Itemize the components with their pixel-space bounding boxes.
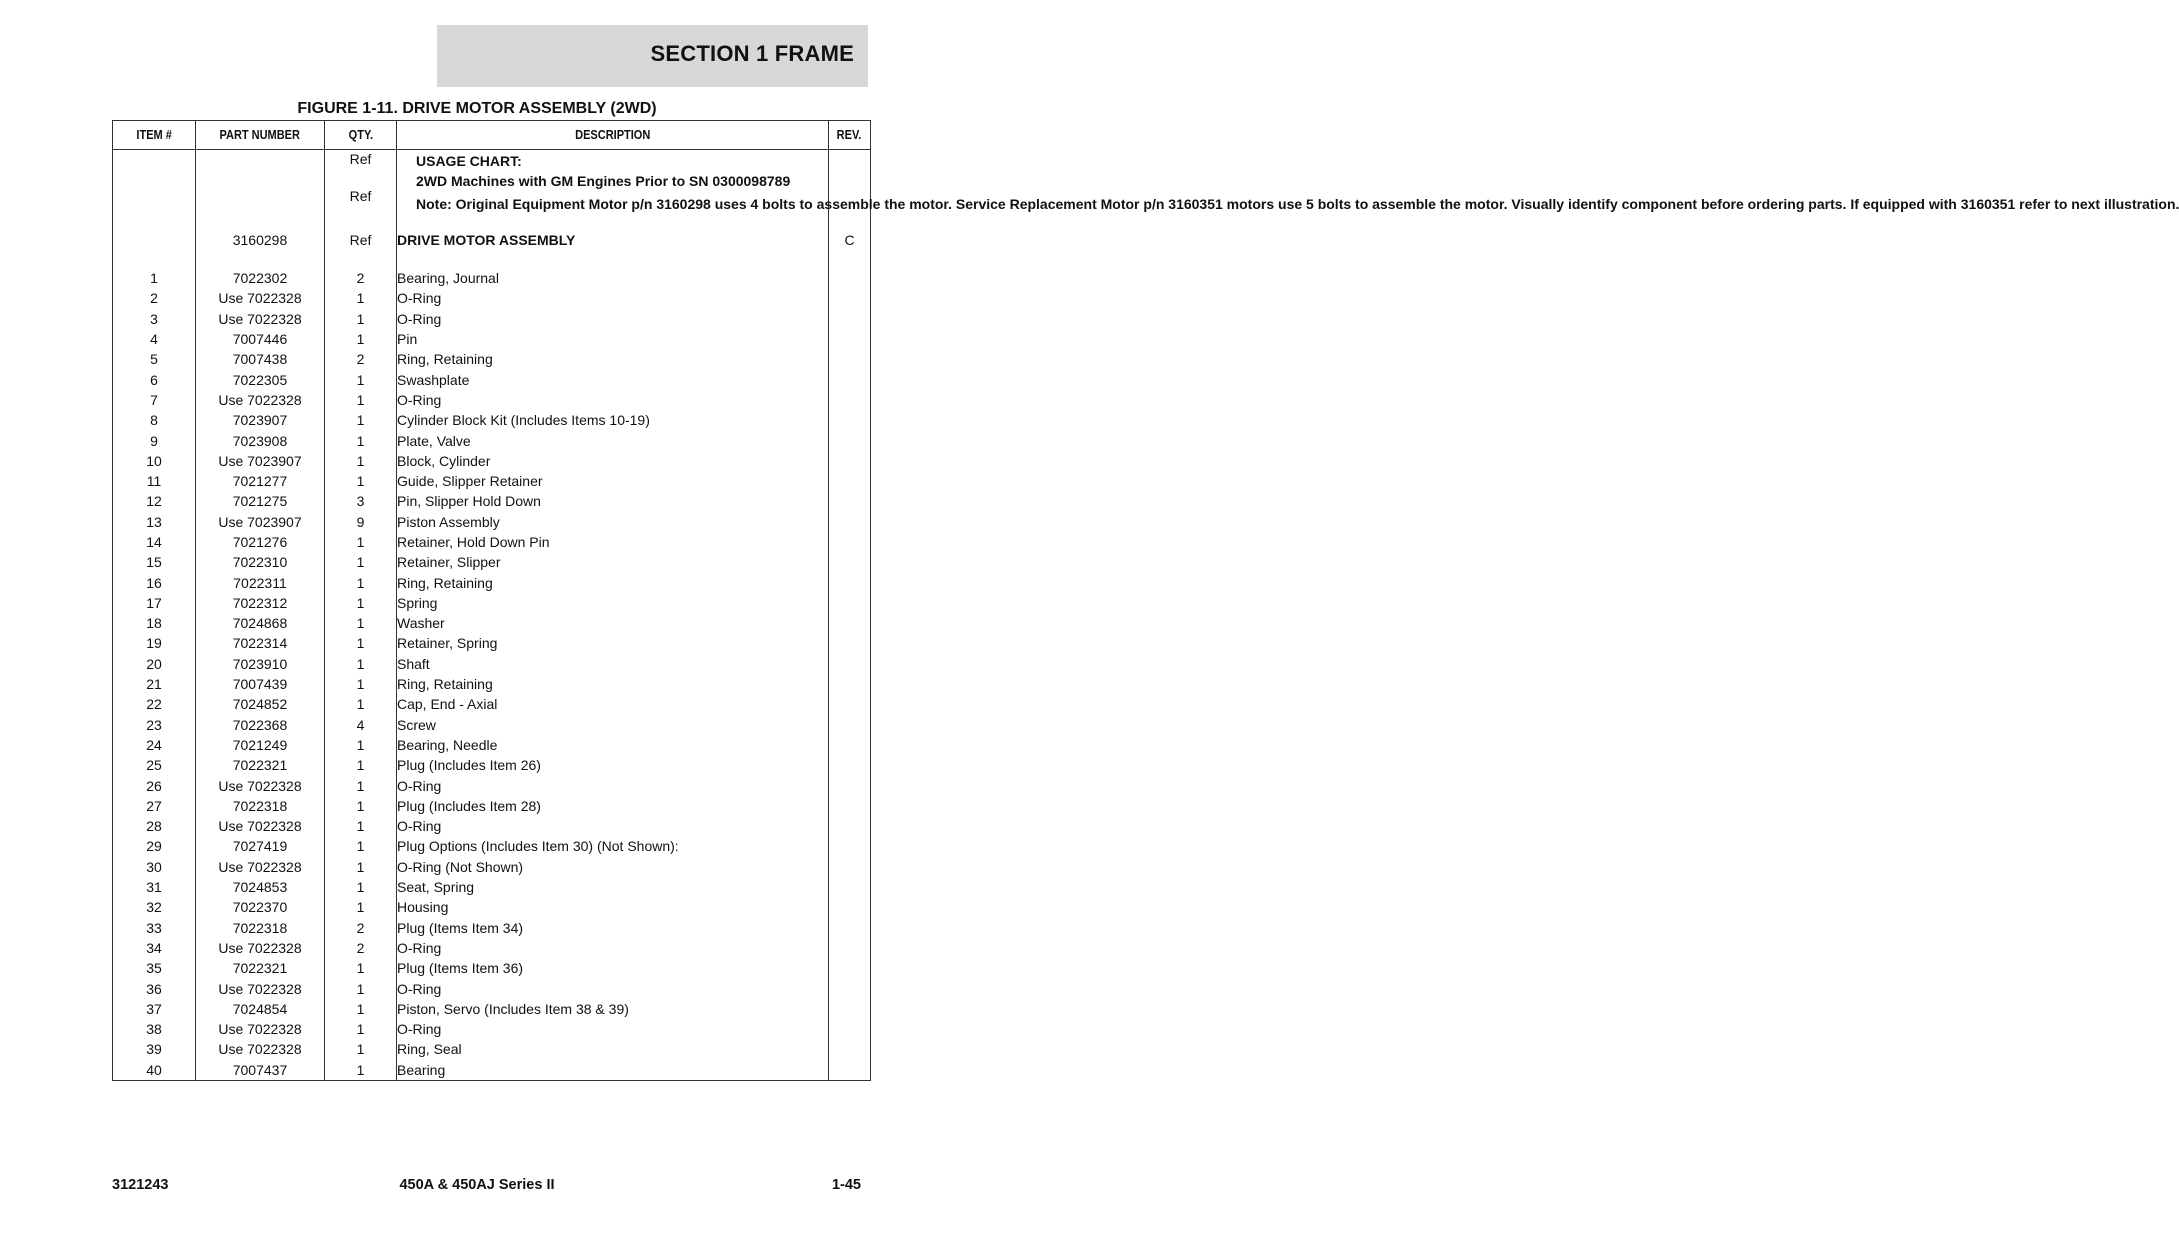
part-number: 7007438: [196, 349, 325, 369]
quantity: 1: [325, 674, 397, 694]
item-number: 30: [113, 857, 196, 877]
item-number: 31: [113, 877, 196, 897]
column-header-description: DESCRIPTION: [397, 121, 829, 150]
item-number: 35: [113, 958, 196, 978]
usage-chart-row: [113, 150, 871, 231]
table-row: [113, 694, 871, 714]
item-number: 7: [113, 390, 196, 410]
description: O-Ring: [397, 1019, 829, 1039]
description: O-Ring (Not Shown): [397, 857, 829, 877]
table-row: [113, 735, 871, 755]
quantity: 1: [325, 430, 397, 450]
item-number: 8: [113, 410, 196, 430]
assembly-row: [113, 230, 871, 268]
item-number: 16: [113, 572, 196, 592]
quantity: 1: [325, 471, 397, 491]
revision: [829, 369, 871, 389]
part-number: 7022321: [196, 755, 325, 775]
usage-chart-condition: 2WD Machines with GM Engines Prior to SN 0300098789: [416, 173, 791, 189]
description: Ring, Retaining: [397, 349, 829, 369]
part-number: Use 7022328: [196, 978, 325, 998]
item-number: 25: [113, 755, 196, 775]
part-number: 7023907: [196, 410, 325, 430]
description: Retainer, Hold Down Pin: [397, 532, 829, 552]
revision: [829, 735, 871, 755]
table-row: [113, 775, 871, 795]
revision: [829, 390, 871, 410]
revision: [829, 268, 871, 288]
quantity: 2: [325, 918, 397, 938]
quantity: 9: [325, 512, 397, 532]
item-number: 32: [113, 897, 196, 917]
revision: [829, 613, 871, 633]
quantity: 1: [325, 410, 397, 430]
item-number: 23: [113, 715, 196, 735]
item-number: 9: [113, 430, 196, 450]
part-number: 7023908: [196, 430, 325, 450]
revision: [829, 532, 871, 552]
item-number: 15: [113, 552, 196, 572]
usage-chart-label: USAGE CHART:: [416, 153, 522, 169]
quantity: 1: [325, 309, 397, 329]
part-number: 7024852: [196, 694, 325, 714]
part-number: 7022311: [196, 572, 325, 592]
assembly-part-number: 3160298: [196, 230, 325, 268]
part-number: Use 7022328: [196, 1039, 325, 1059]
table-row: [113, 390, 871, 410]
description: Block, Cylinder: [397, 451, 829, 471]
quantity: 1: [325, 329, 397, 349]
quantity: 1: [325, 755, 397, 775]
revision: [829, 978, 871, 998]
revision: [829, 857, 871, 877]
revision: [829, 1019, 871, 1039]
description: O-Ring: [397, 309, 829, 329]
item-number: 26: [113, 775, 196, 795]
part-number: Use 7022328: [196, 309, 325, 329]
table-header-row: [113, 121, 871, 150]
quantity: 1: [325, 1060, 397, 1081]
table-row: [113, 918, 871, 938]
table-row: [113, 877, 871, 897]
item-number: 11: [113, 471, 196, 491]
column-header-part-number: PART NUMBER: [196, 121, 325, 150]
description: Pin, Slipper Hold Down: [397, 491, 829, 511]
table-row: [113, 633, 871, 653]
quantity: 2: [325, 938, 397, 958]
item-number: 10: [113, 451, 196, 471]
description: Piston, Servo (Includes Item 38 & 39): [397, 999, 829, 1019]
part-number: 7022370: [196, 897, 325, 917]
quantity: 1: [325, 775, 397, 795]
revision: [829, 755, 871, 775]
table-row: [113, 836, 871, 856]
column-header-qty: QTY.: [325, 121, 397, 150]
item-number: 21: [113, 674, 196, 694]
description: Spring: [397, 593, 829, 613]
table-row: [113, 593, 871, 613]
description: Retainer, Slipper: [397, 552, 829, 572]
table-row: [113, 613, 871, 633]
item-number: 33: [113, 918, 196, 938]
revision: [829, 471, 871, 491]
section-title: SECTION 1 FRAME: [650, 41, 854, 66]
description: Bearing: [397, 1060, 829, 1081]
column-header-rev: REV.: [829, 121, 871, 150]
description: Plug (Items Item 36): [397, 958, 829, 978]
usage-note: Note: Original Equipment Motor p/n 3160298 uses 4 bolts to assemble the motor. Service Replacement Motor p/n 3160351 motors use 5 bolts to assemble the motor. Visually identify component before ordering parts. If equipped with 3160351 refer to next illustration.: [416, 196, 2179, 212]
part-number: 7024868: [196, 613, 325, 633]
description: Screw: [397, 715, 829, 735]
item-number: 39: [113, 1039, 196, 1059]
table-row: [113, 958, 871, 978]
quantity: 1: [325, 897, 397, 917]
parts-table: [112, 120, 2179, 1081]
part-number: 7022318: [196, 796, 325, 816]
revision: [829, 512, 871, 532]
table-row: [113, 451, 871, 471]
table-row: [113, 410, 871, 430]
description: Swashplate: [397, 369, 829, 389]
revision: [829, 1060, 871, 1081]
description: Ring, Retaining: [397, 572, 829, 592]
quantity: 1: [325, 978, 397, 998]
description: Retainer, Spring: [397, 633, 829, 653]
quantity: 1: [325, 999, 397, 1019]
table-row: [113, 654, 871, 674]
item-number: 13: [113, 512, 196, 532]
revision: [829, 836, 871, 856]
item-number: 3: [113, 309, 196, 329]
description: Plug (Items Item 34): [397, 918, 829, 938]
table-row: [113, 674, 871, 694]
part-number: Use 7023907: [196, 451, 325, 471]
revision: [829, 1039, 871, 1059]
table-row: [113, 1039, 871, 1059]
table-row: [113, 430, 871, 450]
column-header-item: ITEM #: [113, 121, 196, 150]
description: Plug (Includes Item 26): [397, 755, 829, 775]
item-number: 29: [113, 836, 196, 856]
revision: [829, 674, 871, 694]
quantity: 1: [325, 572, 397, 592]
description: Ring, Seal: [397, 1039, 829, 1059]
description: Pin: [397, 329, 829, 349]
item-number: 34: [113, 938, 196, 958]
part-number: Use 7022328: [196, 1019, 325, 1039]
part-number: 7021275: [196, 491, 325, 511]
item-number: 6: [113, 369, 196, 389]
quantity: 1: [325, 694, 397, 714]
part-number: 7007437: [196, 1060, 325, 1081]
quantity: 1: [325, 816, 397, 836]
item-number: 20: [113, 654, 196, 674]
note-qty: Ref: [349, 188, 372, 205]
table-row: [113, 1019, 871, 1039]
revision: [829, 877, 871, 897]
part-number: 7024854: [196, 999, 325, 1019]
quantity: 1: [325, 451, 397, 471]
item-number: 28: [113, 816, 196, 836]
part-number: 7023910: [196, 654, 325, 674]
quantity: 1: [325, 532, 397, 552]
revision: [829, 796, 871, 816]
table-row: [113, 857, 871, 877]
quantity: 1: [325, 796, 397, 816]
part-number: 7024853: [196, 877, 325, 897]
part-number: 7022305: [196, 369, 325, 389]
description: Ring, Retaining: [397, 674, 829, 694]
table-row: [113, 532, 871, 552]
footer-model: 450A & 450AJ Series II: [399, 1177, 555, 1193]
quantity: 1: [325, 390, 397, 410]
quantity: 1: [325, 593, 397, 613]
description: O-Ring: [397, 978, 829, 998]
revision: [829, 593, 871, 613]
revision: [829, 938, 871, 958]
revision: [829, 897, 871, 917]
part-number: Use 7023907: [196, 512, 325, 532]
item-number: 18: [113, 613, 196, 633]
table-row: [113, 309, 871, 329]
description: O-Ring: [397, 288, 829, 308]
quantity: 4: [325, 715, 397, 735]
description: Piston Assembly: [397, 512, 829, 532]
revision: [829, 349, 871, 369]
item-number: 2: [113, 288, 196, 308]
quantity: 1: [325, 369, 397, 389]
part-number: 7021276: [196, 532, 325, 552]
section-banner: [437, 25, 868, 87]
item-number: 5: [113, 349, 196, 369]
description: Plug (Includes Item 28): [397, 796, 829, 816]
revision: [829, 410, 871, 430]
revision: [829, 309, 871, 329]
part-number: 7022318: [196, 918, 325, 938]
figure-title: FIGURE 1-11. DRIVE MOTOR ASSEMBLY (2WD): [297, 100, 657, 117]
part-number: Use 7022328: [196, 938, 325, 958]
part-number: Use 7022328: [196, 288, 325, 308]
revision: [829, 288, 871, 308]
revision: [829, 430, 871, 450]
table-row: [113, 999, 871, 1019]
quantity: 1: [325, 613, 397, 633]
part-number: 7007446: [196, 329, 325, 349]
item-number: 17: [113, 593, 196, 613]
table-row: [113, 471, 871, 491]
description: Shaft: [397, 654, 829, 674]
item-number: 19: [113, 633, 196, 653]
part-number: Use 7022328: [196, 816, 325, 836]
revision: [829, 775, 871, 795]
table-row: [113, 572, 871, 592]
description: Cylinder Block Kit (Includes Items 10-19): [397, 410, 829, 430]
description: Bearing, Journal: [397, 268, 829, 288]
revision: [829, 633, 871, 653]
description: O-Ring: [397, 816, 829, 836]
item-number: 1: [113, 268, 196, 288]
quantity: 1: [325, 288, 397, 308]
quantity: 1: [325, 857, 397, 877]
item-number: 40: [113, 1060, 196, 1081]
part-number: 7021249: [196, 735, 325, 755]
revision: [829, 329, 871, 349]
table-row: [113, 552, 871, 572]
part-number: 7022312: [196, 593, 325, 613]
item-number: 4: [113, 329, 196, 349]
table-row: [113, 329, 871, 349]
revision: [829, 654, 871, 674]
item-number: 14: [113, 532, 196, 552]
part-number: 7007439: [196, 674, 325, 694]
description: Guide, Slipper Retainer: [397, 471, 829, 491]
part-number: Use 7022328: [196, 775, 325, 795]
revision: [829, 715, 871, 735]
table-row: [113, 816, 871, 836]
quantity: 1: [325, 633, 397, 653]
revision: [829, 999, 871, 1019]
revision: [829, 491, 871, 511]
description: Bearing, Needle: [397, 735, 829, 755]
revision: [829, 451, 871, 471]
usage-qty: Ref: [349, 151, 372, 167]
revision: [829, 552, 871, 572]
part-number: Use 7022328: [196, 390, 325, 410]
part-number: 7022310: [196, 552, 325, 572]
quantity: 2: [325, 349, 397, 369]
table-row: [113, 268, 871, 288]
table-row: [113, 512, 871, 532]
quantity: 3: [325, 491, 397, 511]
table-row: [113, 755, 871, 775]
quantity: 2: [325, 268, 397, 288]
part-number: 7022368: [196, 715, 325, 735]
table-row: [113, 978, 871, 998]
part-number: 7022314: [196, 633, 325, 653]
description: Cap, End - Axial: [397, 694, 829, 714]
description: O-Ring: [397, 938, 829, 958]
quantity: 1: [325, 654, 397, 674]
item-number: 24: [113, 735, 196, 755]
description: Plug Options (Includes Item 30) (Not Shown):: [397, 836, 829, 856]
table-row: [113, 1060, 871, 1081]
quantity: 1: [325, 836, 397, 856]
revision: [829, 958, 871, 978]
revision: [829, 918, 871, 938]
revision: [829, 572, 871, 592]
assembly-qty: Ref: [325, 230, 397, 268]
item-number: 38: [113, 1019, 196, 1039]
description: Plate, Valve: [397, 430, 829, 450]
part-number: 7022321: [196, 958, 325, 978]
description: Washer: [397, 613, 829, 633]
quantity: 1: [325, 958, 397, 978]
table-row: [113, 491, 871, 511]
quantity: 1: [325, 877, 397, 897]
table-row: [113, 897, 871, 917]
item-number: 27: [113, 796, 196, 816]
table-row: [113, 369, 871, 389]
table-row: [113, 288, 871, 308]
description: O-Ring: [397, 390, 829, 410]
item-number: 12: [113, 491, 196, 511]
quantity: 1: [325, 1019, 397, 1039]
revision: [829, 694, 871, 714]
part-number: 7021277: [196, 471, 325, 491]
part-number: 7027419: [196, 836, 325, 856]
assembly-rev: C: [829, 230, 871, 268]
item-number: 37: [113, 999, 196, 1019]
revision: [829, 816, 871, 836]
footer-page-number: 1-45: [831, 1177, 861, 1193]
description: Housing: [397, 897, 829, 917]
part-number: 7022302: [196, 268, 325, 288]
quantity: 1: [325, 552, 397, 572]
quantity: 1: [325, 735, 397, 755]
part-number: Use 7022328: [196, 857, 325, 877]
assembly-description: DRIVE MOTOR ASSEMBLY: [397, 230, 829, 268]
table-row: [113, 796, 871, 816]
item-number: 22: [113, 694, 196, 714]
footer-document-number: 3121243: [112, 1177, 169, 1193]
table-row: [113, 715, 871, 735]
item-number: 36: [113, 978, 196, 998]
quantity: 1: [325, 1039, 397, 1059]
description: Seat, Spring: [397, 877, 829, 897]
table-row: [113, 938, 871, 958]
table-row: [113, 349, 871, 369]
description: O-Ring: [397, 775, 829, 795]
